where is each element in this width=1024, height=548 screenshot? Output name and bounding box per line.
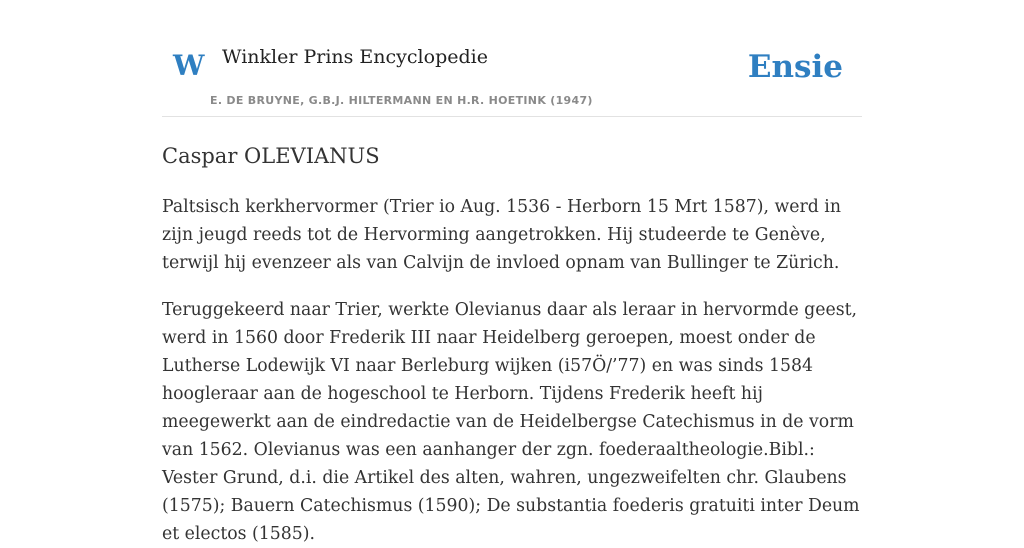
winkler-prins-logo[interactable]: W [173, 49, 205, 82]
ensie-logo[interactable]: Ensie [747, 49, 843, 85]
site-header [162, 0, 862, 117]
article-title: Caspar OLEVIANUS [162, 144, 380, 168]
source-title[interactable]: Winkler Prins Encyclopedie [222, 46, 488, 68]
article-paragraph: Teruggekeerd naar Trier, werkte Olevianus daar als leraar in hervormde geest, werd in 1560 door Frederik III naar Heidelberg geroepen, moest onder de Lutherse Lodewijk VI naar Berleburg wijken (i57Ö/’77) en was sinds 1584 hoogleraar aan de hogeschool te Herborn. Tijdens Frederik heeft hij meegewerkt aan de eindredactie van de Heidelbergse Catechismus in de vorm van 1562. Olevianus was een aanhanger der zgn. foederaaltheologie.Bibl.: Vester Grund, d.i. die Artikel des alten, wahren, ungezweifelten chr. Glaubens (1575); Bauern Catechismus (1590); De substantia foederis gratuiti inter Deum et electos (1585). [162, 300, 860, 545]
article-paragraph: Paltsisch kerkhervormer (Trier io Aug. 1536 - Herborn 15 Mrt 1587), werd in zijn jeugd reeds tot de Hervorming aangetrokken. Hij studeerde te Genève, terwijl hij evenzeer als van Calvijn de invloed opnam van Bullinger te Zürich. [162, 197, 841, 274]
page-container [162, 0, 862, 548]
source-authors: E. DE BRUYNE, G.B.J. HILTERMANN EN H.R. HOETINK (1947) [210, 94, 593, 107]
